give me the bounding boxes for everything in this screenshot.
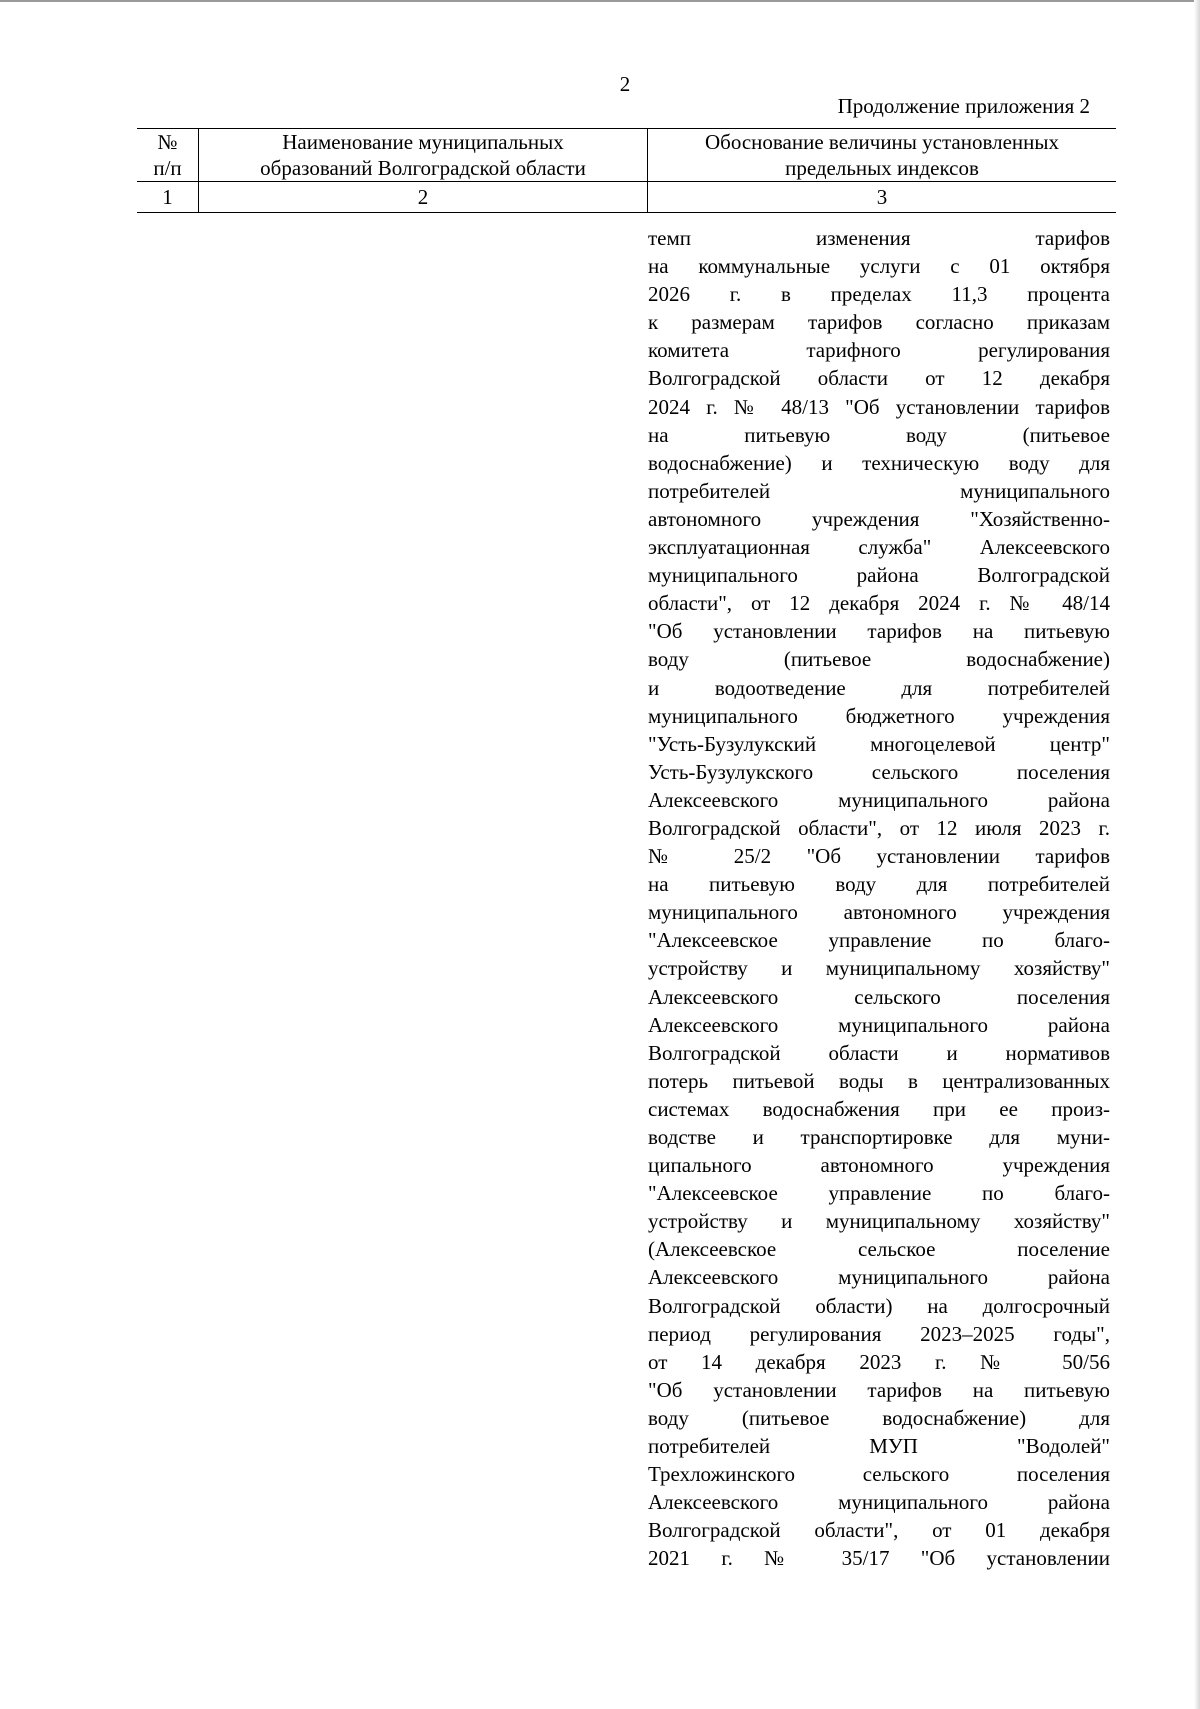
text-line: водстве и транспортировке для муни- — [648, 1125, 1110, 1149]
text-line: "Об установлении тарифов на питьевую — [648, 619, 1110, 644]
text-line: "Алексеевское управление по благо- — [648, 928, 1110, 953]
text-line: № 25/2 "Об установлении тарифов — [648, 844, 1110, 869]
text-line: от 14 декабря 2023 г. № 50/56 — [648, 1349, 1110, 1374]
page-number: 2 — [619, 72, 631, 96]
text-line: к размерам тарифов согласно приказам — [648, 310, 1110, 335]
text-line: "Об установлении тарифов на питьевую — [648, 1377, 1110, 1402]
text-line: потерь питьевой воды в централизованных — [648, 1068, 1110, 1093]
text-line: 2024 г. № 48/13 "Об установлении тарифов — [648, 394, 1110, 419]
text-line: устройству и муниципальному хозяйству" — [648, 1209, 1110, 1234]
text-line: потребителей муниципального — [648, 478, 1110, 503]
column-number-cell: 1 — [137, 182, 199, 213]
header-cell-line: предельных индексов — [785, 156, 979, 180]
text-line: муниципального района Волгоградской — [648, 563, 1110, 588]
text-line: на питьевую воду для потребителей — [648, 872, 1110, 897]
text-line: (Алексеевское сельское поселение — [648, 1237, 1110, 1262]
text-line: устройству и муниципальному хозяйству" — [648, 956, 1110, 981]
text-line: Волгоградской области) на долгосрочный — [648, 1293, 1110, 1318]
column-number-cell: 2 — [199, 182, 648, 213]
text-line: муниципального бюджетного учреждения — [648, 703, 1110, 728]
appendix-continuation-label: Продолжение приложения 2 — [837, 94, 1090, 118]
text-line: системах водоснабжения при ее произ- — [648, 1096, 1110, 1121]
header-cell-number — [137, 129, 199, 182]
text-line: Алексеевского муниципального района — [648, 1012, 1110, 1037]
text-line: темп изменения тарифов — [648, 226, 1110, 250]
text-line: области", от 12 декабря 2024 г. № 48/14 — [648, 591, 1110, 616]
text-line: на питьевую воду (питьевое — [648, 422, 1110, 447]
text-line: воду (питьевое водоснабжение) для — [648, 1405, 1110, 1430]
justification-text — [648, 224, 1110, 1573]
header-cell-municipality — [199, 129, 648, 182]
text-line: и водоотведение для потребителей — [648, 675, 1110, 700]
text-line: воду (питьевое водоснабжение) — [648, 647, 1110, 672]
table-header — [137, 128, 1116, 213]
table-header-row — [137, 129, 1116, 182]
text-line: Алексеевского муниципального района — [648, 1490, 1110, 1515]
column-number-cell: 3 — [648, 182, 1117, 213]
text-line: Волгоградской области от 12 декабря — [648, 366, 1110, 391]
text-line: Волгоградской области", от 01 декабря — [648, 1518, 1110, 1543]
header-cell-justification — [648, 129, 1117, 182]
scan-border-top — [0, 0, 1200, 2]
text-line: Трехложинского сельского поселения — [648, 1462, 1110, 1487]
text-line: комитета тарифного регулирования — [648, 338, 1110, 363]
text-line: "Алексеевское управление по благо- — [648, 1181, 1110, 1206]
header-cell-line: п/п — [153, 156, 182, 180]
column-number-row — [137, 182, 1116, 213]
text-line: Волгоградской области", от 12 июля 2023 г. — [648, 815, 1110, 840]
text-line: период регулирования 2023–2025 годы", — [648, 1321, 1110, 1346]
text-line: "Усть-Бузулукский многоцелевой центр" — [648, 731, 1110, 756]
scan-border-right — [1194, 0, 1200, 1709]
header-cell-line: образований Волгоградской области — [260, 156, 586, 180]
text-line: Волгоградской области и нормативов — [648, 1040, 1110, 1065]
header-cell-line: № — [157, 130, 178, 154]
text-line: ципального автономного учреждения — [648, 1153, 1110, 1178]
text-line: автономного учреждения "Хозяйственно- — [648, 506, 1110, 531]
header-cell-line: Наименование муниципальных — [282, 130, 564, 154]
text-line: эксплуатационная служба" Алексеевского — [648, 535, 1110, 560]
text-line: Алексеевского муниципального района — [648, 1265, 1110, 1290]
text-line: потребителей МУП "Водолей" — [648, 1434, 1110, 1459]
text-line: Усть-Бузулукского сельского поселения — [648, 759, 1110, 784]
text-line: 2026 г. в пределах 11,3 процента — [648, 282, 1110, 307]
text-line: Алексеевского сельского поселения — [648, 984, 1110, 1009]
text-line: на коммунальные услуги с 01 октября — [648, 254, 1110, 279]
text-line: 2021 г. № 35/17 "Об установлении — [648, 1546, 1110, 1571]
text-line: муниципального автономного учреждения — [648, 900, 1110, 925]
header-cell-line: Обоснование величины установленных — [704, 130, 1059, 154]
text-line: водоснабжение) и техническую воду для — [648, 450, 1110, 475]
text-line: Алексеевского муниципального района — [648, 787, 1110, 812]
